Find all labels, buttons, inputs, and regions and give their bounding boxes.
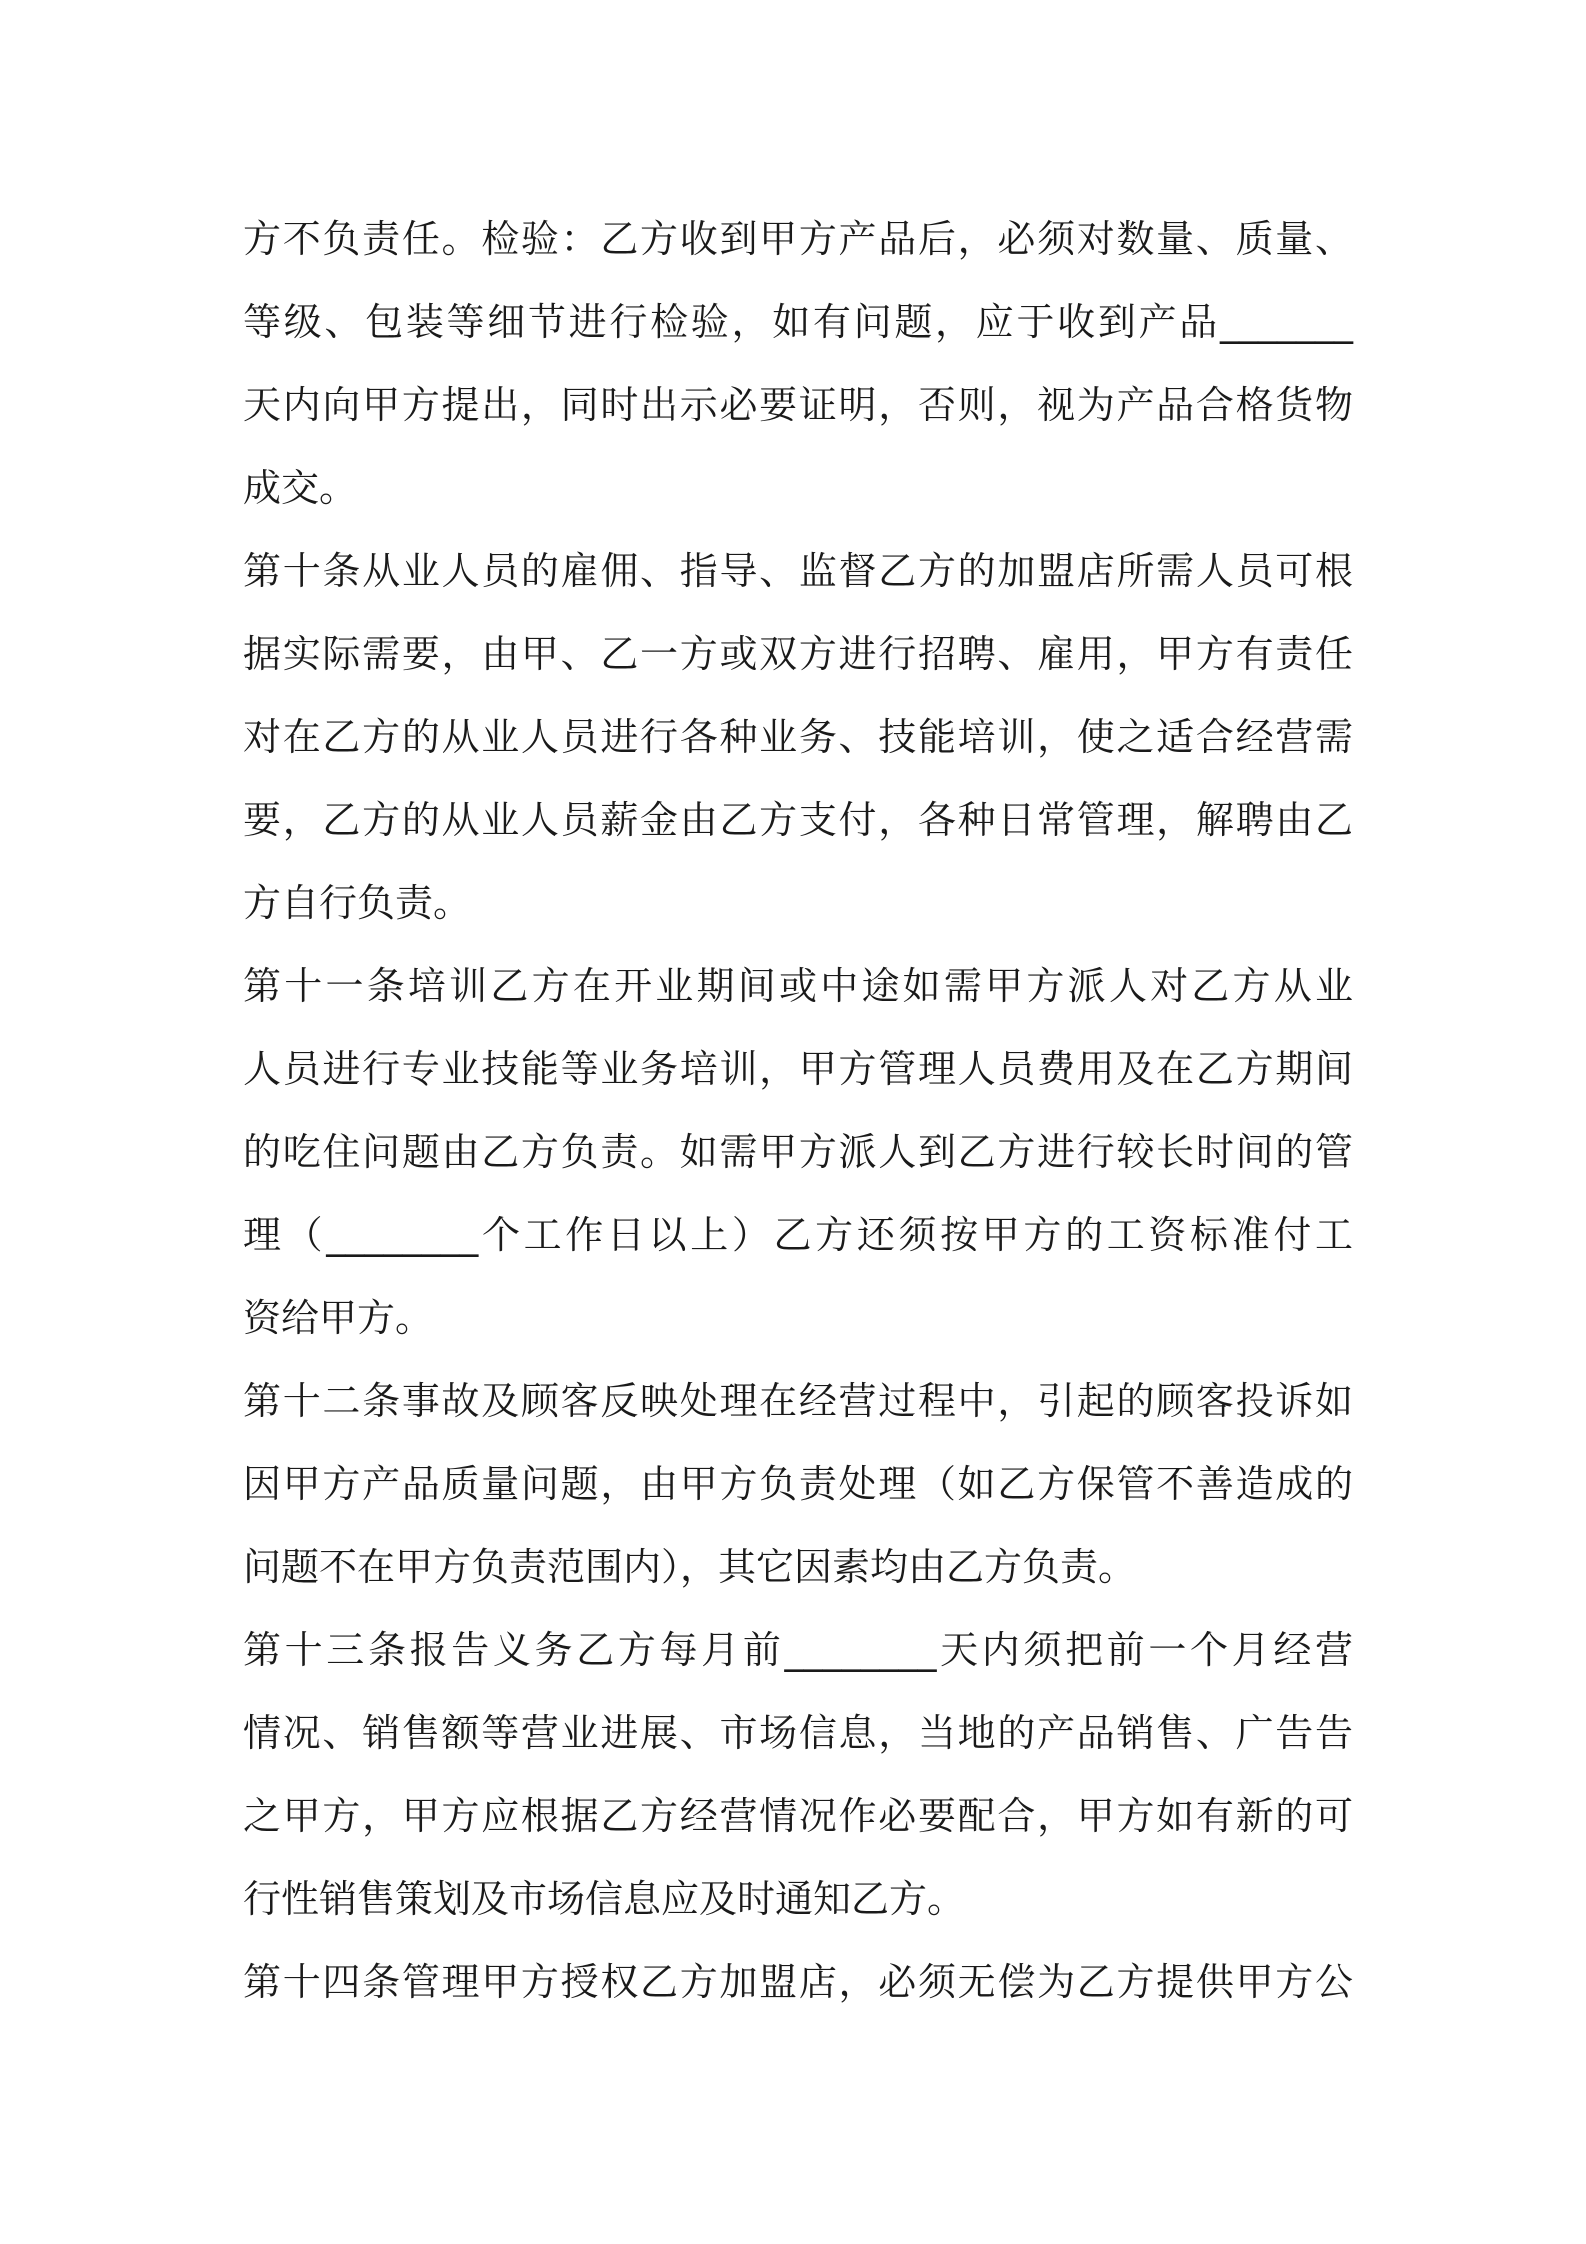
text-line: 理（________个工作日以上）乙方还须按甲方的工资标准付工 xyxy=(243,1213,1353,1257)
text-line: 等级、包装等细节进行检验，如有问题，应于收到产品_______ xyxy=(243,300,1353,344)
paragraph-article-12 xyxy=(243,1360,1353,1609)
paragraph-article-13 xyxy=(243,1609,1353,1941)
document-body xyxy=(243,198,1353,2024)
text-line: 据实际需要，由甲、乙一方或双方进行招聘、雇用，甲方有责任 xyxy=(243,632,1353,676)
text-line: 第十条从业人员的雇佣、指导、监督乙方的加盟店所需人员可根 xyxy=(243,549,1353,593)
paragraph-inspection-clause xyxy=(243,198,1353,530)
text-line: 的吃住问题由乙方负责。如需甲方派人到乙方进行较长时间的管 xyxy=(243,1130,1353,1174)
text-line: 第十二条事故及顾客反映处理在经营过程中，引起的顾客投诉如 xyxy=(243,1379,1353,1423)
text-line: 成交。 xyxy=(243,466,358,510)
paragraph-article-14 xyxy=(243,1941,1353,2024)
paragraph-article-10 xyxy=(243,530,1353,945)
text-line: 要，乙方的从业人员薪金由乙方支付，各种日常管理，解聘由乙 xyxy=(243,798,1353,842)
text-line: 天内向甲方提出，同时出示必要证明，否则，视为产品合格货物 xyxy=(243,383,1353,427)
text-line: 对在乙方的从业人员进行各种业务、技能培训，使之适合经营需 xyxy=(243,715,1353,759)
text-line: 问题不在甲方负责范围内），其它因素均由乙方负责。 xyxy=(243,1545,1137,1589)
text-line: 第十四条管理甲方授权乙方加盟店，必须无偿为乙方提供甲方公 xyxy=(243,1960,1353,2004)
text-line: 第十三条报告义务乙方每月前________天内须把前一个月经营 xyxy=(243,1628,1353,1672)
text-line: 第十一条培训乙方在开业期间或中途如需甲方派人对乙方从业 xyxy=(243,964,1353,1008)
text-line: 方不负责任。检验：乙方收到甲方产品后，必须对数量、质量、 xyxy=(243,217,1353,261)
paragraph-article-11 xyxy=(243,945,1353,1360)
text-line: 人员进行专业技能等业务培训，甲方管理人员费用及在乙方期间 xyxy=(243,1047,1353,1091)
text-line: 行性销售策划及市场信息应及时通知乙方。 xyxy=(243,1877,966,1921)
text-line: 情况、销售额等营业进展、市场信息，当地的产品销售、广告告 xyxy=(243,1711,1353,1755)
text-line: 方自行负责。 xyxy=(243,881,472,925)
text-line: 之甲方，甲方应根据乙方经营情况作必要配合，甲方如有新的可 xyxy=(243,1794,1353,1838)
text-line: 资给甲方。 xyxy=(243,1296,434,1340)
text-line: 因甲方产品质量问题，由甲方负责处理（如乙方保管不善造成的 xyxy=(243,1462,1353,1506)
